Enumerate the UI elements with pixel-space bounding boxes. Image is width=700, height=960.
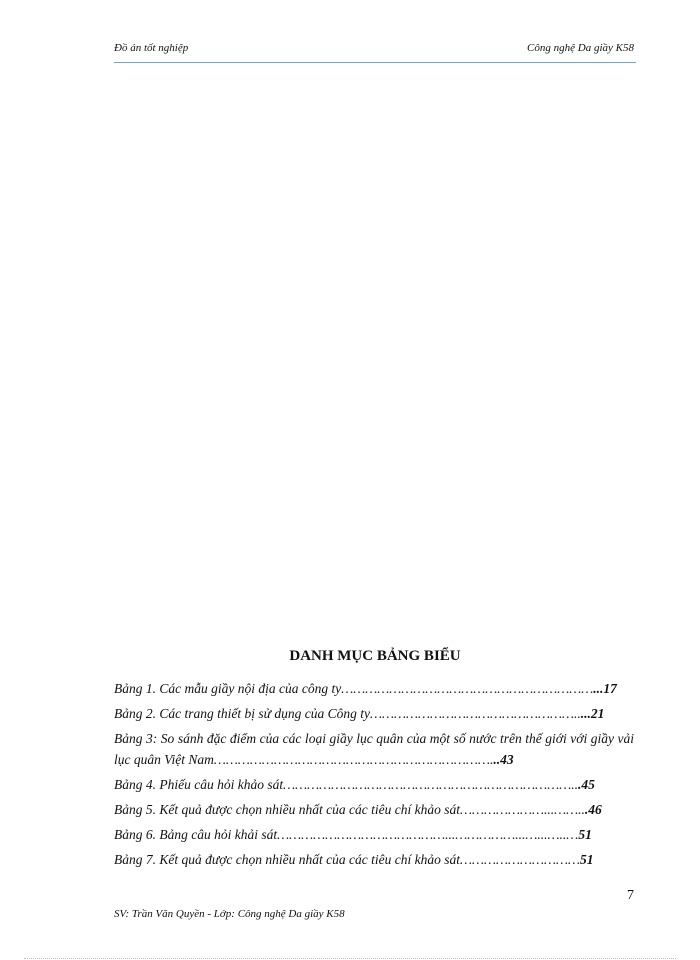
toc-entry-dots: …………………………………………….. — [369, 706, 581, 721]
toc-entry-dots: ……………………………………………………………….. — [283, 777, 578, 792]
toc-entry-dots: ………………………… — [460, 852, 581, 867]
toc-entry-label: Bảng 3: So sánh đặc điểm của các loại giầy lục quân của một số nước trên thế giới với giầy vải lục quân Việt Nam — [114, 731, 634, 767]
toc-entry-dots: ……………………………………...……………...…...…..… — [277, 827, 579, 842]
toc-entry-2 — [114, 703, 634, 724]
page-number: 7 — [627, 888, 634, 903]
footer-student-info: SV: Trần Văn Quyền - Lớp: Công nghệ Da giầy K58 — [114, 908, 345, 920]
toc-entry-dots: ……………………………………………………… — [341, 681, 594, 696]
toc-entry-label: Bảng 1. Các mẫu giầy nội địa của công ty — [114, 681, 342, 696]
toc-entry-label: Bảng 5. Kết quả được chọn nhiều nhất của các tiêu chí khảo sát — [114, 802, 460, 817]
toc-entry-dots: ……………………………………………………………. — [213, 752, 494, 767]
toc-entry-label: Bảng 4. Phiếu câu hỏi khảo sát — [114, 777, 284, 792]
toc-entry-6 — [114, 824, 634, 845]
toc-entry-5 — [114, 799, 634, 820]
header-right-title: Công nghệ Da giầy K58 — [527, 42, 634, 54]
header-left-title: Đồ án tốt nghiệp — [114, 42, 189, 54]
toc-list — [114, 678, 634, 874]
toc-entry-label: Bảng 7. Kết quả được chọn nhiều nhất của các tiêu chí khảo sát — [114, 852, 460, 867]
toc-entry-7 — [114, 849, 634, 870]
toc-entry-label: Bảng 2. Các trang thiết bị sử dụng của Công ty — [114, 706, 370, 721]
toc-title: DANH MỤC BẢNG BIỂU — [289, 648, 461, 664]
toc-entry-dots: …………………...…….. — [460, 802, 585, 817]
toc-entry-page: ...17 — [593, 681, 617, 696]
toc-entry-1 — [114, 678, 634, 699]
toc-entry-label: Bảng 6. Bảng câu hỏi khải sát — [114, 827, 278, 842]
header-divider — [114, 62, 636, 63]
toc-entry-page: .46 — [584, 802, 602, 817]
toc-entry-3 — [114, 728, 634, 770]
toc-entry-page: ...21 — [580, 706, 605, 721]
toc-entry-4 — [114, 774, 634, 795]
toc-entry-page: .45 — [577, 777, 595, 792]
toc-entry-page: 51 — [580, 852, 594, 867]
toc-entry-page: ..43 — [493, 752, 514, 767]
toc-entry-page: 51 — [578, 827, 592, 842]
page-bottom-divider — [24, 958, 676, 959]
